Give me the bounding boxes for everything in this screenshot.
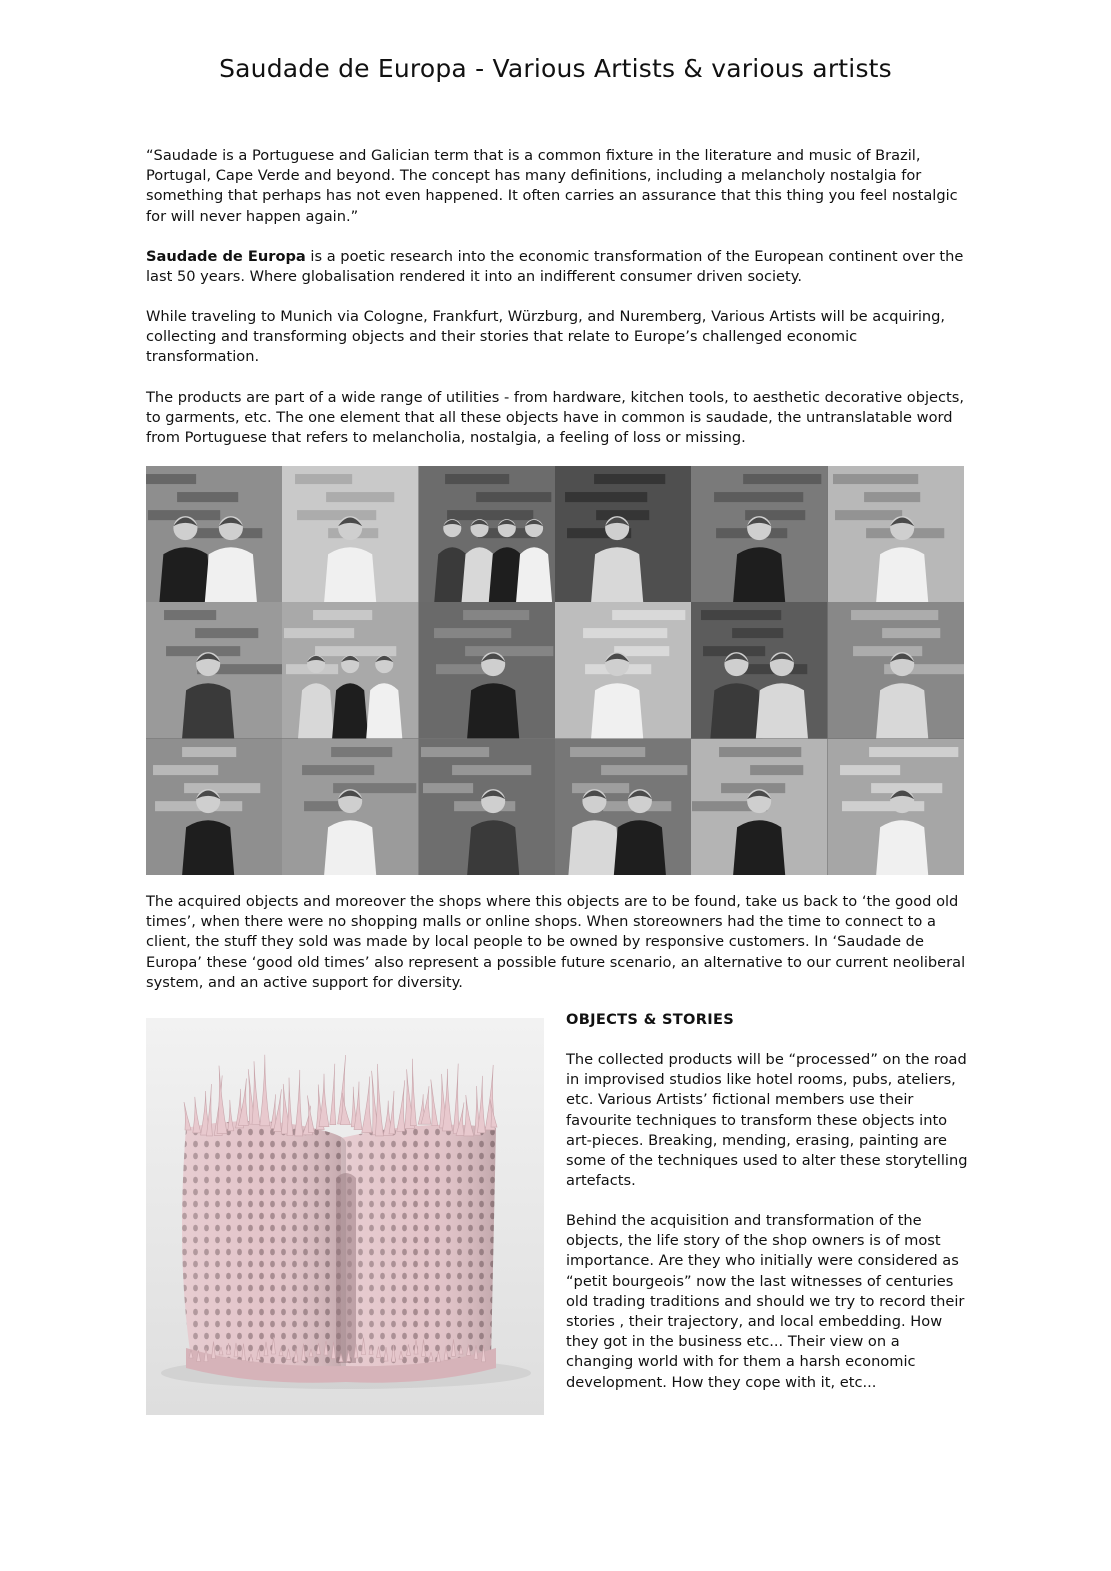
shop-photo-gallery [691,739,827,875]
page-title: Saudade de Europa - Various Artists & various artists [219,54,892,83]
shop-photo-boutique [282,602,418,738]
shop-photo-stationery [282,466,418,602]
intro-quote: “Saudade is a Portuguese and Galician term that is a common fixture in the literature and music of Brazil, Portugal, Cape Verde and beyond. The concept has many definitions, including a melancholy nostalgia for something that perhaps has not even happened. It often carries an assurance that this thing you feel nostalgic for will never happen again.” [146,147,958,225]
shop-photo-tools [146,739,282,875]
objects-paragraph-1: The collected products will be “processed” on the road in improvised studios like hotel rooms, pubs, ateliers, etc. Various Artists’ fictional members use their favourite techniques to transform these objects into art-pieces. Breaking, mending, erasing, painting are some of the techniques used to alter these storytelling artefacts. [566,1051,968,1190]
shop-photo-frames [419,602,555,738]
travel-paragraph: While traveling to Munich via Cologne, Frankfurt, Würzburg, and Nuremberg, Various Artists will be acquiring, collecting and transforming objects and their stories that relate to Europe’s challenged economic transformation. [146,308,946,366]
intro-paragraph-text: is a poetic research into the economic transformation of the European continent over the last 50 years. Where globalisation rendered it into an indifferent consumer driven society. [146,248,964,286]
wax-sculpture-graphic [146,1018,544,1415]
shop-photo-hardware [691,466,827,602]
shop-photo-fabric [828,739,964,875]
shop-photo-pans [555,466,691,602]
shop-photo-framing [555,739,691,875]
shop-photo-paints [146,466,282,602]
project-name: Saudade de Europa [146,248,306,265]
wax-sculpture-image [146,1018,544,1415]
shop-photo-workshop [146,602,282,738]
objects-paragraph-2: Behind the acquisition and transformation of the objects, the life story of the shop owners is of most importance. Are they who initially were considered as “petit bourgeois” now the last witnesses of centuries old trading traditions and should we try to record their stories , their trajectory, and local embedding. How they got in the business etc... Their view on a changing world with for them a harsh economic development. How they cope with it, etc... [566,1212,965,1391]
shop-photo-lingerie [555,602,691,738]
shop-photo-crafts [691,602,827,738]
intro-paragraph [146,247,968,287]
shop-photo-books [828,602,964,738]
shop-photo-grid [146,466,964,875]
shop-photo-keys [419,739,555,875]
shop-photo-counter [828,466,964,602]
shops-paragraph: The acquired objects and moreover the shops where this objects are to be found, take us back to ‘the good old times’, when there were no shopping malls or online shops. When storeowners had the time to connect to a client, the stuff they sold was made by local people to be owned by responsive customers. In ‘Saudade de Europa’ these ‘good old times’ also represent a possible future scenario, an alternative to our current neoliberal system, and an active support for diversity. [146,893,966,991]
products-paragraph: The products are part of a wide range of utilities - from hardware, kitchen tools, to aesthetic decorative objects, to garments, etc. The one element that all these objects have in common is saudade, the untranslatable word from Portuguese that refers to melancholia, nostalgia, a feeling of loss or missing. [146,389,965,447]
shop-photo-hats [282,739,418,875]
objects-heading: OBJECTS & STORIES [566,1011,735,1028]
shop-photo-knitwear [419,466,555,602]
